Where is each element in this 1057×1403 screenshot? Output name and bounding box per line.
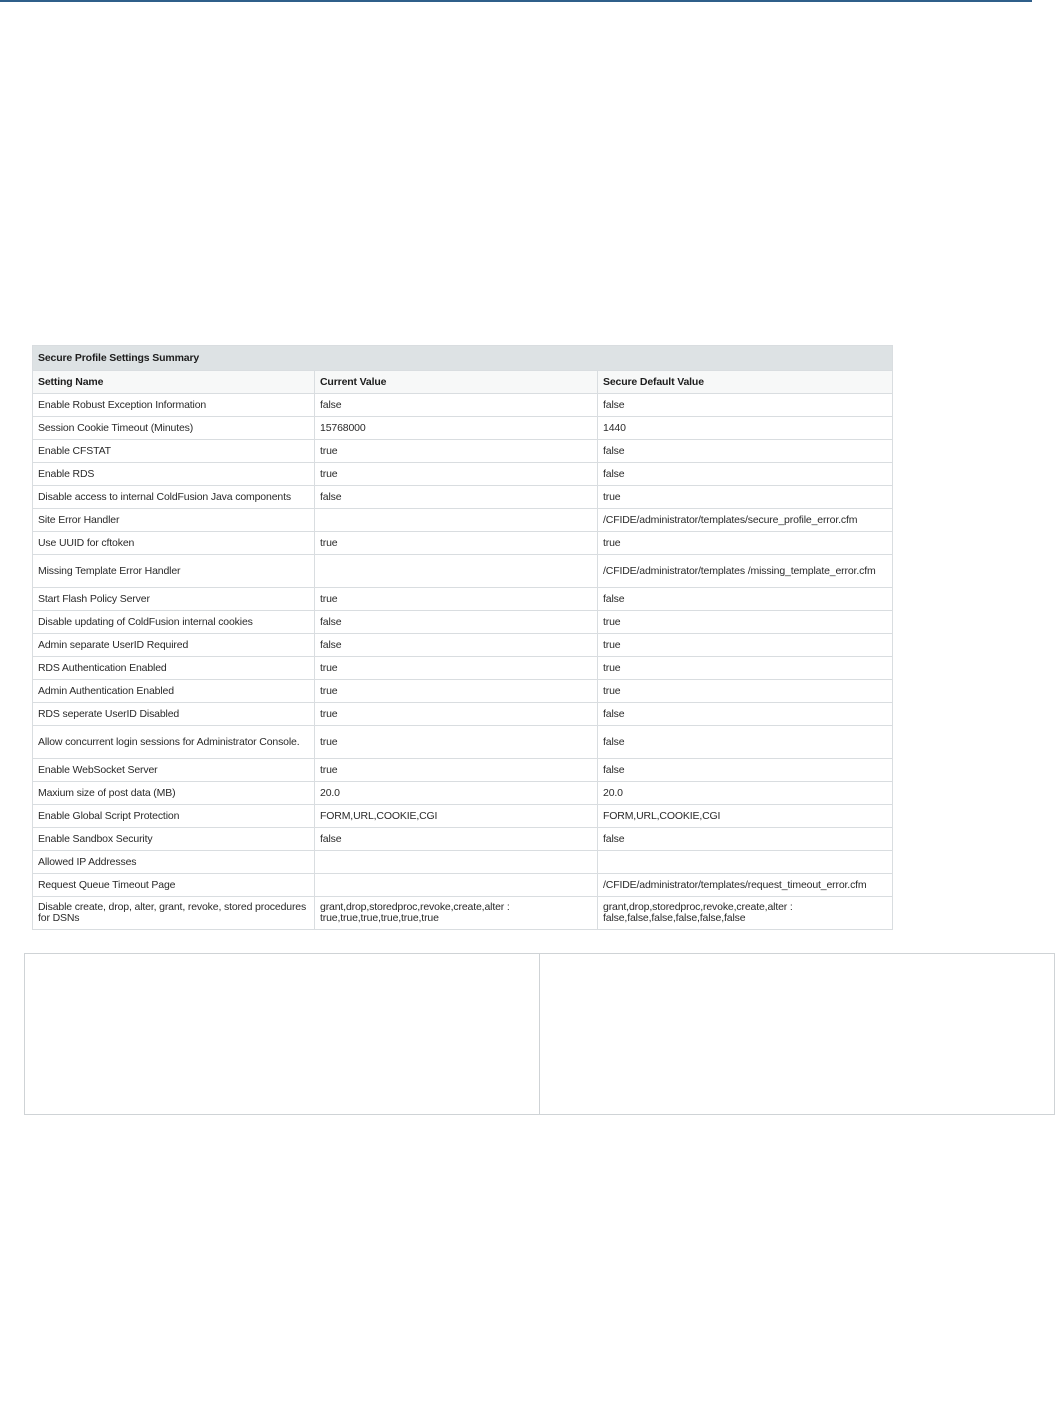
secure-default-value-cell: false: [598, 703, 893, 726]
secure-default-value-cell: false: [598, 463, 893, 486]
setting-name-cell: Enable RDS: [33, 463, 315, 486]
secure-default-value-cell: true: [598, 680, 893, 703]
setting-name-cell: RDS seperate UserID Disabled: [33, 703, 315, 726]
secure-default-value-cell: FORM,URL,COOKIE,CGI: [598, 805, 893, 828]
setting-name-cell: Disable create, drop, alter, grant, revoke, stored procedures for DSNs: [33, 897, 315, 930]
setting-name-cell: Session Cookie Timeout (Minutes): [33, 417, 315, 440]
setting-name-cell: Request Queue Timeout Page: [33, 874, 315, 897]
setting-name-cell: Missing Template Error Handler: [33, 555, 315, 588]
setting-name-cell: Allowed IP Addresses: [33, 851, 315, 874]
current-value-cell: [315, 851, 598, 874]
secure-default-value-cell: /CFIDE/administrator/templates/secure_profile_error.cfm: [598, 509, 893, 532]
current-value-cell: true: [315, 588, 598, 611]
setting-name-cell: Disable access to internal ColdFusion Java components: [33, 486, 315, 509]
table-row: [33, 555, 893, 588]
header-secure-default-value: Secure Default Value: [598, 371, 893, 394]
table-row: [33, 828, 893, 851]
table-row: [33, 486, 893, 509]
header-setting-name: Setting Name: [33, 371, 315, 394]
table-row: [33, 726, 893, 759]
secure-default-value-cell: true: [598, 532, 893, 555]
current-value-cell: [315, 509, 598, 532]
table-row: [33, 509, 893, 532]
secure-default-value-cell: false: [598, 828, 893, 851]
current-value-cell: true: [315, 657, 598, 680]
setting-name-cell: Disable updating of ColdFusion internal cookies: [33, 611, 315, 634]
secure-default-value-cell: true: [598, 634, 893, 657]
setting-name-cell: Enable CFSTAT: [33, 440, 315, 463]
header-current-value: Current Value: [315, 371, 598, 394]
empty-panel-right-cell: [539, 954, 1054, 1114]
secure-default-value-cell: false: [598, 440, 893, 463]
secure-default-value-cell: grant,drop,storedproc,revoke,create,alter : false,false,false,false,false,false: [598, 897, 893, 930]
current-value-cell: false: [315, 486, 598, 509]
setting-name-cell: RDS Authentication Enabled: [33, 657, 315, 680]
table-row: [33, 611, 893, 634]
table-row: [33, 657, 893, 680]
setting-name-cell: Admin Authentication Enabled: [33, 680, 315, 703]
secure-default-value-cell: true: [598, 657, 893, 680]
setting-name-cell: Use UUID for cftoken: [33, 532, 315, 555]
current-value-cell: true: [315, 440, 598, 463]
setting-name-cell: Start Flash Policy Server: [33, 588, 315, 611]
table-row: [33, 634, 893, 657]
current-value-cell: false: [315, 611, 598, 634]
current-value-cell: false: [315, 394, 598, 417]
secure-default-value-cell: true: [598, 486, 893, 509]
current-value-cell: true: [315, 680, 598, 703]
top-rule: [0, 0, 1032, 2]
setting-name-cell: Maxium size of post data (MB): [33, 782, 315, 805]
secure-profile-summary-table: [32, 345, 893, 930]
current-value-cell: true: [315, 532, 598, 555]
secure-default-value-cell: false: [598, 394, 893, 417]
table-row: [33, 680, 893, 703]
current-value-cell: grant,drop,storedproc,revoke,create,alter : true,true,true,true,true,true: [315, 897, 598, 930]
empty-panel-left-cell: [25, 954, 539, 1114]
table-header-row: [33, 371, 893, 394]
setting-name-cell: Enable Sandbox Security: [33, 828, 315, 851]
table-row: [33, 417, 893, 440]
current-value-cell: [315, 555, 598, 588]
table-row: [33, 703, 893, 726]
current-value-cell: true: [315, 759, 598, 782]
current-value-cell: true: [315, 703, 598, 726]
secure-default-value-cell: 1440: [598, 417, 893, 440]
secure-default-value-cell: false: [598, 726, 893, 759]
current-value-cell: false: [315, 828, 598, 851]
secure-default-value-cell: [598, 851, 893, 874]
setting-name-cell: Allow concurrent login sessions for Administrator Console.: [33, 726, 315, 759]
setting-name-cell: Enable Global Script Protection: [33, 805, 315, 828]
table-row: [33, 588, 893, 611]
table-row: [33, 532, 893, 555]
table-caption: Secure Profile Settings Summary: [33, 346, 893, 371]
current-value-cell: [315, 874, 598, 897]
secure-default-value-cell: true: [598, 611, 893, 634]
table-row: [33, 759, 893, 782]
secure-default-value-cell: /CFIDE/administrator/templates /missing_template_error.cfm: [598, 555, 893, 588]
table-caption-row: [33, 346, 893, 371]
empty-panel: [24, 953, 1055, 1115]
secure-default-value-cell: false: [598, 759, 893, 782]
table-row: [33, 782, 893, 805]
table-row: [33, 851, 893, 874]
secure-default-value-cell: false: [598, 588, 893, 611]
current-value-cell: false: [315, 634, 598, 657]
table-row: [33, 463, 893, 486]
table-row: [33, 394, 893, 417]
table-row: [33, 874, 893, 897]
current-value-cell: true: [315, 463, 598, 486]
current-value-cell: 20.0: [315, 782, 598, 805]
setting-name-cell: Enable WebSocket Server: [33, 759, 315, 782]
table-row: [33, 805, 893, 828]
current-value-cell: 15768000: [315, 417, 598, 440]
secure-default-value-cell: 20.0: [598, 782, 893, 805]
current-value-cell: FORM,URL,COOKIE,CGI: [315, 805, 598, 828]
secure-default-value-cell: /CFIDE/administrator/templates/request_timeout_error.cfm: [598, 874, 893, 897]
current-value-cell: true: [315, 726, 598, 759]
setting-name-cell: Enable Robust Exception Information: [33, 394, 315, 417]
setting-name-cell: Admin separate UserID Required: [33, 634, 315, 657]
table-row: [33, 440, 893, 463]
setting-name-cell: Site Error Handler: [33, 509, 315, 532]
table-row: [33, 897, 893, 930]
